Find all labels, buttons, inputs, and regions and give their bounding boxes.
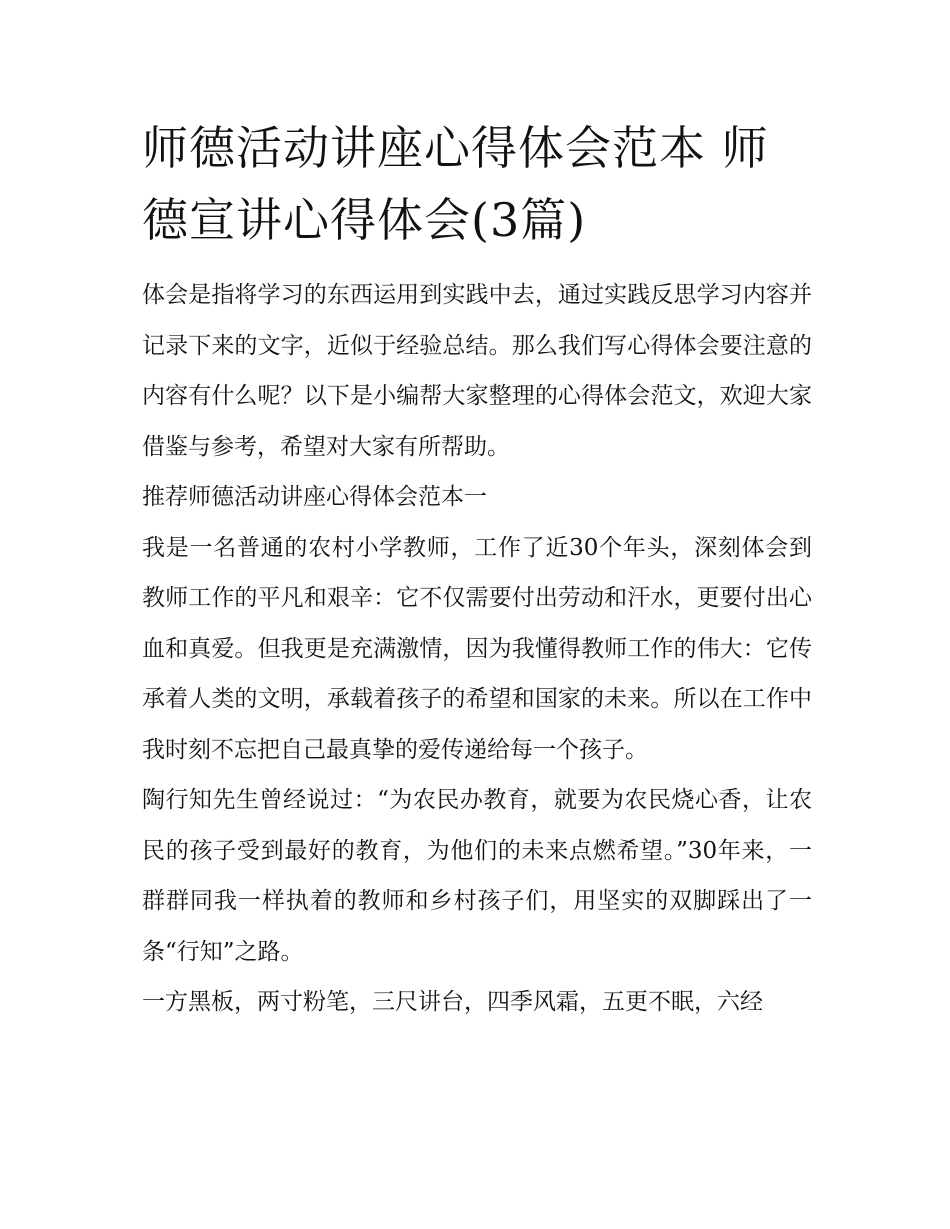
document-page	[142, 112, 812, 1028]
document-title: 师德活动讲座心得体会范本 师德宣讲心得体会(3篇)	[142, 121, 769, 247]
section-heading: 推荐师德活动讲座心得体会范本一	[142, 484, 487, 510]
body-paragraph-1: 我是一名普通的农村小学教师，工作了近30个年头，深刻体会到教师工作的平凡和艰辛：它不仅需要付出劳动和汗水，更要付出心血和真爱。但我更是充满激情，因为我懂得教师工作的伟大：它传承着人类的文明，承载着孩子的希望和国家的未来。所以在工作中我时刻不忘把自己最真挚的爱传递给每一个孩子。	[142, 534, 812, 763]
body-paragraph-3: 一方黑板，两寸粉笔，三尺讲台，四季风霜，五更不眠，六经	[142, 989, 763, 1015]
intro-paragraph: 体会是指将学习的东西运用到实践中去，通过实践反思学习内容并记录下来的文字，近似于经验总结。那么我们写心得体会要注意的内容有什么呢？以下是小编帮大家整理的心得体会范文，欢迎大家借鉴与参考，希望对大家有所帮助。	[142, 282, 812, 460]
body-paragraph-2: 陶行知先生曾经说过：“为农民办教育，就要为农民烧心香，让农民的孩子受到最好的教育，为他们的未来点燃希望。”30年来，一群群同我一样执着的教师和乡村孩子们，用坚实的双脚踩出了一条“行知”之路。	[142, 787, 812, 965]
